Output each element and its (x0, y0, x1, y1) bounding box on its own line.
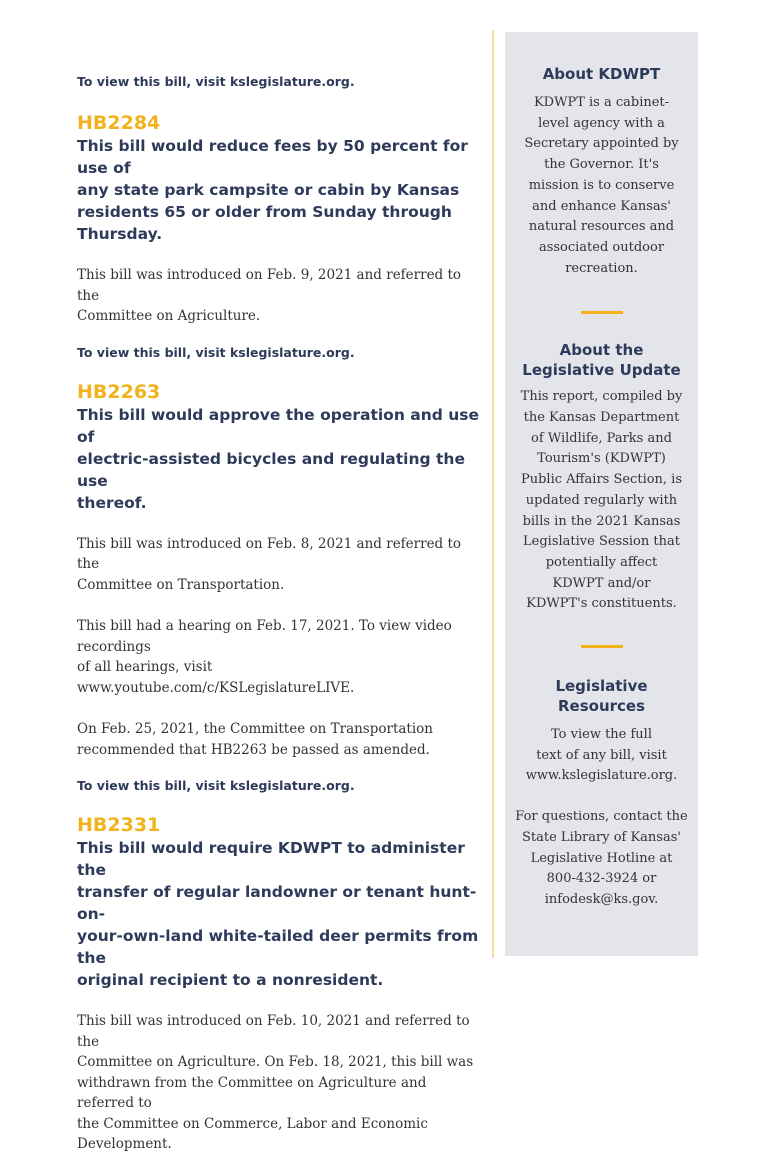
heading-line: Legislative (555, 677, 648, 696)
paragraph-line: Development. (77, 1136, 172, 1152)
paragraph-line: Committee on Transportation. (77, 576, 285, 593)
paragraph-line: Committee on Agriculture. On Feb. 18, 2021, this bill was (77, 1054, 474, 1070)
text-line: level agency with a (538, 115, 665, 131)
summary-line: This bill would approve the operation and use of (77, 405, 480, 446)
section-heading: About KDWPT (542, 65, 661, 83)
paragraph-line: This bill was introduced on Feb. 9, 2021 and referred to the (77, 267, 462, 304)
contact-email[interactable]: infodesk@ks.gov. (544, 891, 659, 907)
hotline-phone[interactable]: 800-432-3924 or (546, 871, 657, 887)
text-line: For questions, contact the (515, 809, 688, 825)
text-line: Tourism's (KDWPT) (537, 451, 666, 467)
contact-text (505, 807, 698, 911)
accent-rule (581, 311, 623, 314)
paragraph-line: of all hearings, visit www.youtube.com/c/KSLegislatureLIVE. (77, 659, 355, 696)
summary-line: residents 65 or older from Sunday through (77, 203, 452, 221)
bill-paragraph (77, 616, 482, 698)
main-column (77, 62, 482, 1155)
bill-paragraph (77, 265, 482, 327)
column-divider (492, 30, 494, 958)
paragraph-line: This bill was introduced on Feb. 10, 2021 and referred to the (77, 1013, 470, 1050)
text-line: potentially affect (545, 554, 658, 570)
accent-rule (581, 645, 623, 648)
text-line: the Kansas Department (523, 410, 680, 426)
summary-line: Thursday. (77, 225, 163, 243)
bill-id: HB2263 (77, 380, 161, 403)
bill-hb2284 (77, 111, 482, 360)
text-line: associated outdoor (538, 239, 665, 255)
text-line: State Library of Kansas' (522, 829, 681, 845)
paragraph-line: Committee on Agriculture. (77, 308, 261, 324)
text-line: This report, compiled by (520, 389, 683, 405)
bill-paragraph (77, 1011, 482, 1155)
about-kdwpt-section (505, 32, 698, 279)
bill-id: HB2331 (77, 814, 161, 836)
heading-line: Resources (557, 697, 646, 716)
section-heading (505, 340, 698, 380)
section-heading (505, 676, 698, 716)
text-line: KDWPT's constituents. (526, 596, 677, 612)
text-line: Legislative Hotline at (530, 850, 673, 866)
paragraph-line: This bill was introduced on Feb. 8, 2021 and referred to the (77, 535, 462, 572)
text-line: KDWPT and/or (552, 575, 651, 591)
about-update-section (505, 340, 698, 615)
summary-line: transfer of regular landowner or tenant hunt-on- (77, 883, 477, 923)
text-line: of Wildlife, Parks and (531, 430, 672, 446)
bill-id: HB2284 (77, 112, 161, 134)
text-line: Secretary appointed by (524, 136, 679, 152)
bill-summary (77, 135, 482, 245)
bill-paragraph (77, 534, 482, 596)
text-line: mission is to conserve (528, 177, 675, 193)
text-line: Public Affairs Section, is (520, 472, 683, 488)
text-line: and enhance Kansas' (532, 198, 671, 214)
summary-line: your-own-land white-tailed deer permits from the (77, 927, 479, 967)
view-bill-link[interactable]: To view this bill, visit kslegislature.org. (77, 344, 355, 360)
heading-line: Legislative Update (522, 361, 681, 380)
resources-link[interactable]: www.kslegislature.org. (525, 768, 678, 784)
view-bill-link[interactable]: To view this bill, visit kslegislature.org. (77, 74, 355, 89)
resources-section (505, 676, 698, 911)
summary-line: This bill would require KDWPT to administer the (77, 839, 465, 879)
text-line: the Governor. It's (544, 157, 659, 173)
summary-line: original recipient to a nonresident. (77, 971, 384, 989)
summary-line: any state park campsite or cabin by Kansas (77, 181, 460, 199)
section-text (505, 725, 698, 787)
text-line: bills in the 2021 Kansas (522, 513, 681, 529)
paragraph-line: withdrawn from the Committee on Agriculture and referred to (77, 1074, 427, 1111)
text-line: KDWPT is a cabinet- (533, 95, 670, 110)
bill-summary (77, 404, 482, 514)
summary-line: thereof. (77, 493, 147, 512)
bill-hb2263 (77, 380, 482, 794)
paragraph-line: This bill had a hearing on Feb. 17, 2021. To view video recordings (77, 618, 452, 655)
text-line: natural resources and (528, 219, 675, 235)
text-line: updated regularly with (525, 492, 678, 508)
section-text (505, 387, 698, 615)
text-line: To view the full (551, 727, 652, 743)
paragraph-line: the Committee on Commerce, Labor and Economic (77, 1115, 428, 1132)
sidebar (505, 32, 698, 956)
bill-summary (77, 837, 482, 991)
paragraph-line: recommended that HB2263 be passed as amended. (77, 741, 430, 758)
summary-line: This bill would reduce fees by 50 percent for use of (77, 137, 468, 177)
text-line: Legislative Session that (523, 534, 680, 550)
view-bill-link[interactable]: To view this bill, visit kslegislature.org. (77, 778, 355, 793)
bill-paragraph (77, 719, 482, 760)
bill-hb2331 (77, 813, 482, 1155)
text-line: text of any bill, visit (536, 747, 667, 763)
text-line: recreation. (565, 260, 638, 276)
section-text (505, 93, 698, 279)
heading-line: About the (559, 341, 644, 360)
paragraph-line: On Feb. 25, 2021, the Committee on Transportation (77, 721, 433, 737)
summary-line: electric-assisted bicycles and regulating the use (77, 449, 465, 490)
